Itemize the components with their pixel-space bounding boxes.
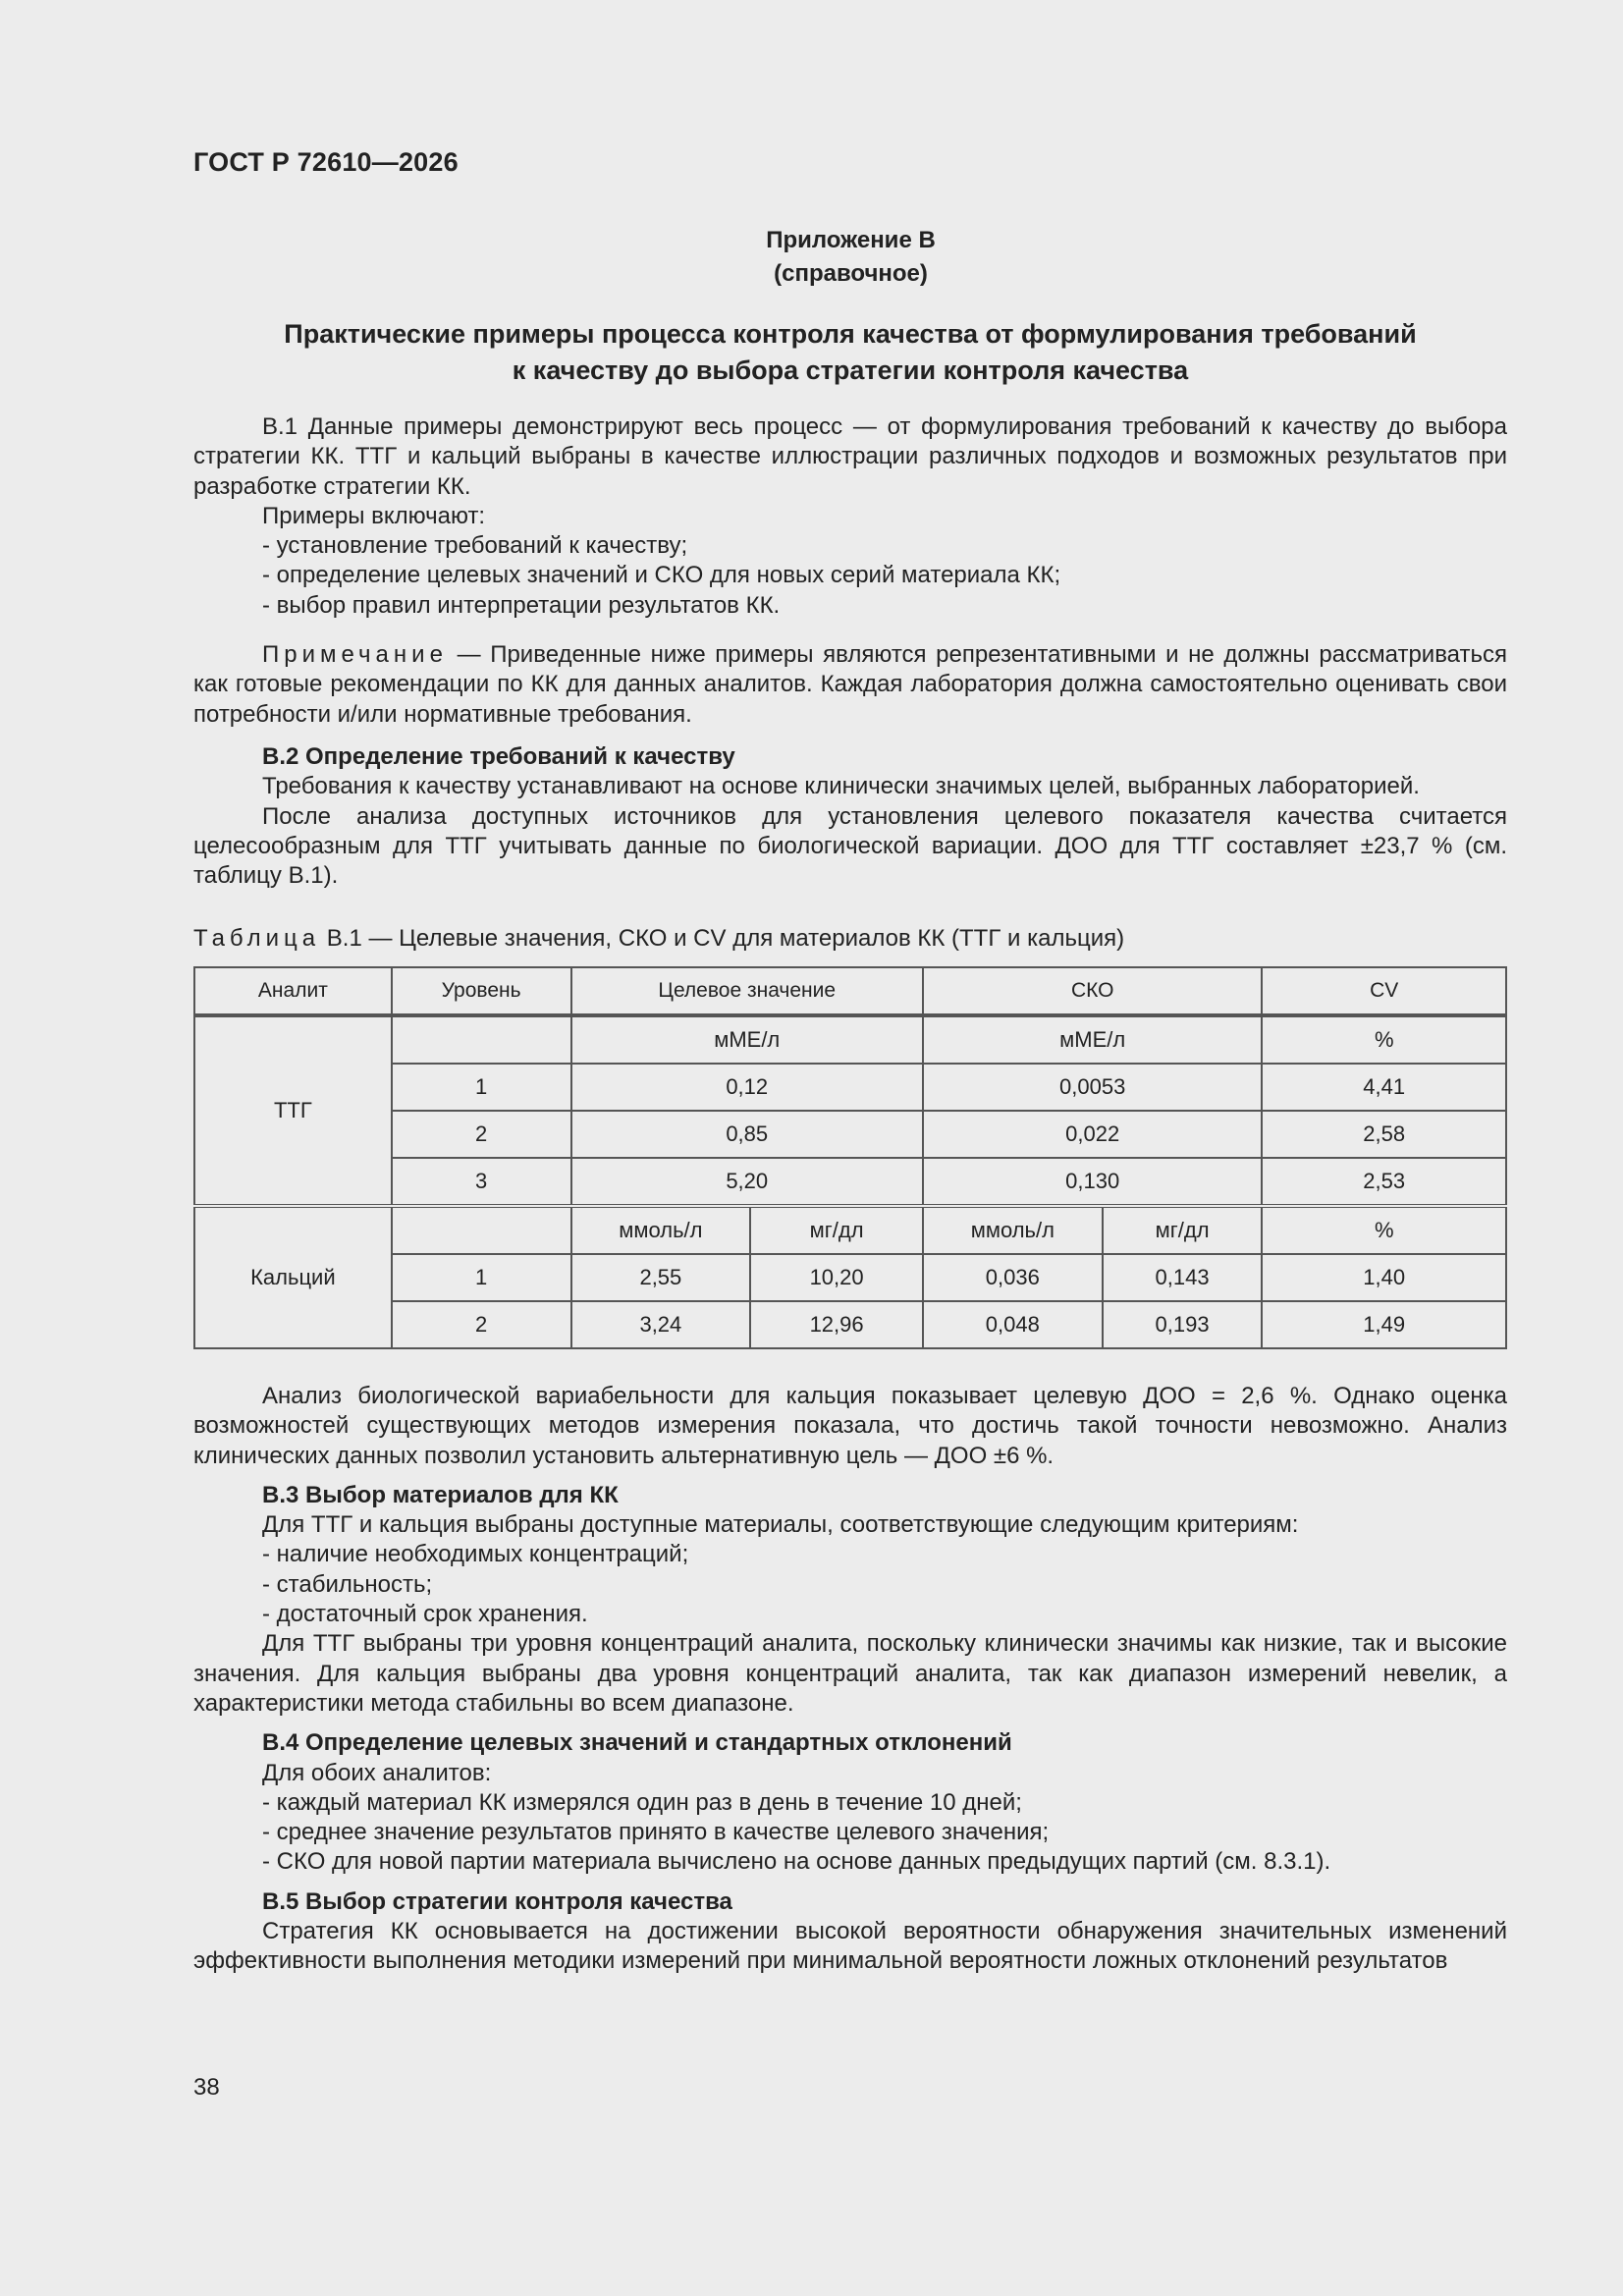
analyte-ttg: ТТГ xyxy=(194,1015,392,1206)
cell-empty xyxy=(392,1015,571,1064)
target-mmol-cell: 3,24 xyxy=(571,1301,751,1348)
standard-code-header: ГОСТ Р 72610—2026 xyxy=(193,147,459,177)
header-cv: CV xyxy=(1262,967,1506,1015)
level-cell: 2 xyxy=(392,1301,571,1348)
unit-cell: % xyxy=(1262,1206,1506,1254)
section-b5-heading: В.5 Выбор стратегии контроля качества xyxy=(262,1887,732,1915)
header-target-value: Целевое значение xyxy=(571,967,923,1015)
table-caption xyxy=(193,925,1124,953)
unit-cell: % xyxy=(1262,1015,1506,1064)
level-cell: 1 xyxy=(392,1064,571,1111)
list-item: - выбор правил интерпретации результатов КК. xyxy=(262,591,781,619)
target-cell: 5,20 xyxy=(571,1158,923,1206)
cv-cell: 4,41 xyxy=(1262,1064,1506,1111)
table-row xyxy=(194,1254,1506,1301)
appendix-title-line-1: Практические примеры процесса контроля качества от формулирования требований xyxy=(284,319,1417,349)
sd-mmol-cell: 0,036 xyxy=(923,1254,1103,1301)
analyte-calcium: Кальций xyxy=(194,1206,392,1348)
level-cell: 1 xyxy=(392,1254,571,1301)
target-cell: 0,85 xyxy=(571,1111,923,1158)
sd-cell: 0,022 xyxy=(923,1111,1262,1158)
cv-cell: 1,40 xyxy=(1262,1254,1506,1301)
section-b1 xyxy=(193,412,1507,621)
qc-targets-table xyxy=(193,966,1507,1349)
level-cell: 2 xyxy=(392,1111,571,1158)
table-caption-text: В.1 — Целевые значения, СКО и CV для материалов КК (ТТГ и кальция) xyxy=(320,925,1125,952)
note-text: — Приведенные ниже примеры являются репрезентативными и не должны рассматриваться как готовые рекомендации по КК для данных аналитов. Каждая лаборатория должна самостоятельно оценивать свои потребности и/или нормативные требования. xyxy=(193,641,1507,728)
header-sd: СКО xyxy=(923,967,1262,1015)
table-row xyxy=(194,1064,1506,1111)
table-row xyxy=(194,1158,1506,1206)
sections-b3-b4 xyxy=(193,1382,1507,1977)
cv-cell: 1,49 xyxy=(1262,1301,1506,1348)
target-mmol-cell: 2,55 xyxy=(571,1254,751,1301)
section-b3-heading: В.3 Выбор материалов для КК xyxy=(262,1481,619,1508)
appendix-type: (справочное) xyxy=(774,260,928,287)
section-b4-intro: Для обоих аналитов: xyxy=(262,1759,492,1786)
table-row xyxy=(194,1301,1506,1348)
appendix-heading xyxy=(0,224,1623,291)
header-level: Уровень xyxy=(392,967,571,1015)
unit-cell: ммоль/л xyxy=(923,1206,1103,1254)
list-item: - каждый материал КК измерялся один раз в день в течение 10 дней; xyxy=(262,1788,1022,1816)
cv-cell: 2,53 xyxy=(1262,1158,1506,1206)
target-mg-cell: 12,96 xyxy=(750,1301,923,1348)
cell-empty xyxy=(392,1206,571,1254)
list-item: - СКО для новой партии материала вычислено на основе данных предыдущих партий (см. 8.3.1). xyxy=(262,1848,1331,1876)
unit-cell: мг/дл xyxy=(1103,1206,1263,1254)
sd-mg-cell: 0,143 xyxy=(1103,1254,1263,1301)
calcium-analysis-paragraph: Анализ биологической вариабельности для кальция показывает целевую ДОО = 2,6 %. Однако оценка возможностей существующих методов измерения показала, что достичь такой точности невозможно. Анализ клинических данных позволил установить альтернативную цель — ДОО ±6 %. xyxy=(193,1383,1507,1469)
list-item: - стабильность; xyxy=(262,1570,433,1598)
section-b5-paragraph: Стратегия КК основывается на достижении высокой вероятности обнаружения значительных изменений эффективности выполнения методики измерений при минимальной вероятности ложных отклонений результатов xyxy=(193,1918,1507,1975)
table-caption-label: Таблица xyxy=(193,925,321,952)
appendix-title-line-2: к качеству до выбора стратегии контроля качества xyxy=(512,355,1189,385)
section-b4-heading: В.4 Определение целевых значений и стандартных отклонений xyxy=(262,1729,1012,1757)
table-row xyxy=(194,1111,1506,1158)
target-cell: 0,12 xyxy=(571,1064,923,1111)
level-cell: 3 xyxy=(392,1158,571,1206)
unit-cell: ммоль/л xyxy=(571,1206,751,1254)
list-item: - наличие необходимых концентраций; xyxy=(262,1541,689,1568)
examples-intro: Примеры включают: xyxy=(262,502,486,529)
page-number: 38 xyxy=(193,2074,220,2101)
table-row xyxy=(194,1206,1506,1254)
section-b3-intro: Для ТТГ и кальция выбраны доступные материалы, соответствующие следующим критериям: xyxy=(262,1511,1299,1539)
list-item: - установление требований к качеству; xyxy=(262,532,688,560)
table-header-row xyxy=(194,967,1506,1015)
list-item: - определение целевых значений и СКО для новых серий материала КК; xyxy=(262,562,1061,589)
sd-mmol-cell: 0,048 xyxy=(923,1301,1103,1348)
cv-cell: 2,58 xyxy=(1262,1111,1506,1158)
section-b2-paragraph-2: После анализа доступных источников для установления целевого показателя качества считается целесообразным для ТТГ учитывать данные по биологической вариации. ДОО для ТТГ составляет ±23,7 % (см. таблицу В.1). xyxy=(193,802,1507,890)
unit-cell: мг/дл xyxy=(750,1206,923,1254)
section-b3-paragraph-2: Для ТТГ выбраны три уровня концентраций аналита, поскольку клинически значимы как низкие, так и высокие значения. Для кальция выбраны два уровня концентраций аналита, так как диапазон измерений невелик, а характеристики метода стабильны во всем диапазоне. xyxy=(193,1630,1507,1717)
header-analyte: Аналит xyxy=(194,967,392,1015)
section-b1-intro: В.1 Данные примеры демонстрируют весь процесс — от формулирования требований к качеству до выбора стратегии КК. ТТГ и кальций выбраны в качестве иллюстрации различных подходов и возможных результатов при разработке стратегии КК. xyxy=(193,413,1507,500)
sd-cell: 0,130 xyxy=(923,1158,1262,1206)
appendix-title xyxy=(193,316,1507,389)
note-block xyxy=(193,640,1507,730)
unit-cell: мМЕ/л xyxy=(571,1015,923,1064)
note-label: Примечание xyxy=(262,641,448,668)
table-row xyxy=(194,1015,1506,1064)
list-item: - среднее значение результатов принято в качестве целевого значения; xyxy=(262,1819,1050,1846)
sd-mg-cell: 0,193 xyxy=(1103,1301,1263,1348)
appendix-label: Приложение В xyxy=(766,227,936,253)
section-b2-heading: В.2 Определение требований к качеству xyxy=(262,743,735,770)
section-b2 xyxy=(193,742,1507,891)
target-mg-cell: 10,20 xyxy=(750,1254,923,1301)
section-b2-paragraph-1: Требования к качеству устанавливают на основе клинически значимых целей, выбранных лабораторией. xyxy=(262,773,1420,800)
note-paragraph xyxy=(193,640,1507,730)
unit-cell: мМЕ/л xyxy=(923,1015,1262,1064)
list-item: - достаточный срок хранения. xyxy=(262,1601,588,1628)
sd-cell: 0,0053 xyxy=(923,1064,1262,1111)
